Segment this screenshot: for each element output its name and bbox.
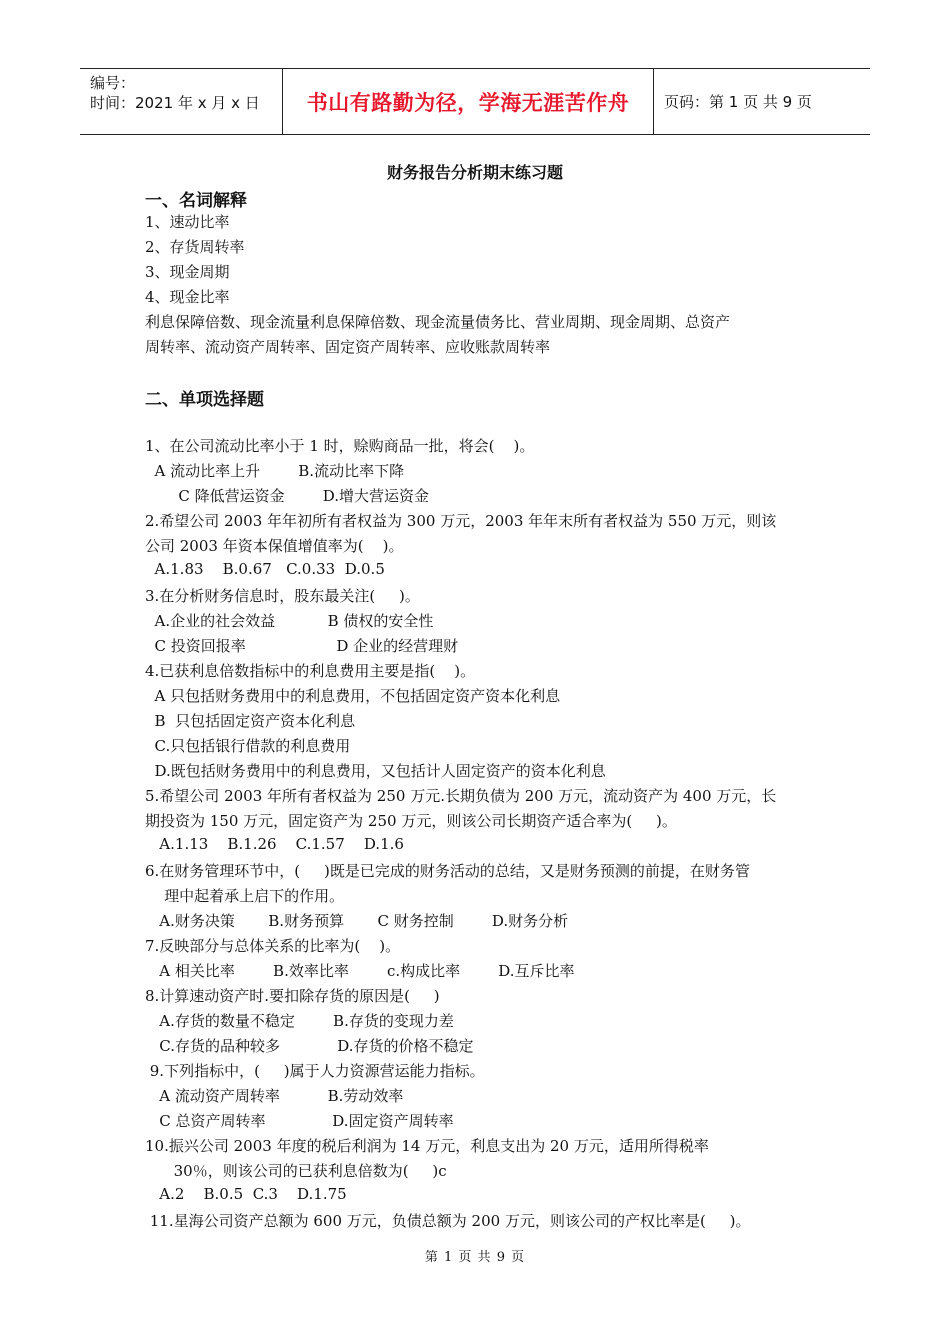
- question-line: C 降低营运资金 D.增大营运资金: [145, 487, 430, 505]
- question-line: A.1.13 B.1.26 C.1.57 D.1.6: [145, 835, 404, 853]
- question-line: 8.计算速动资产时.要扣除存货的原因是( ): [145, 987, 440, 1005]
- question-line: 6.在财务管理环节中，( )既是已完成的财务活动的总结，又是财务预测的前提，在财务管: [145, 862, 750, 880]
- question-line: D.既包括财务费用中的利息费用，又包括计人固定资产的资本化利息: [145, 762, 606, 780]
- question-line: A 相关比率 B.效率比率 c.构成比率 D.互斥比率: [145, 962, 575, 980]
- header-meta: [80, 69, 282, 134]
- question-line: A 只包括财务费用中的利息费用，不包括固定资产资本化利息: [145, 687, 561, 705]
- question-line: 1、在公司流动比率小于 1 时，赊购商品一批，将会( )。: [145, 437, 535, 455]
- question-line: 10.振兴公司 2003 年度的税后利润为 14 万元，利息支出为 20 万元，适用所得税率: [145, 1137, 709, 1155]
- question-line: A 流动资产周转率 B.劳动效率: [145, 1087, 404, 1105]
- section-heading-definitions: 一、名词解释: [145, 191, 247, 211]
- header-page-info: [654, 69, 870, 134]
- question-line: 9.下列指标中，( )属于人力资源营运能力指标。: [145, 1062, 485, 1080]
- question-line: A.企业的社会效益 B 债权的安全性: [145, 612, 434, 630]
- question-line: A.2 B.0.5 C.3 D.1.75: [145, 1185, 347, 1203]
- definition-item: 3、现金周期: [145, 263, 230, 281]
- question-line: C 总资产周转率 D.固定资产周转率: [145, 1112, 454, 1130]
- page-footer: 第 1 页 共 9 页: [424, 1250, 526, 1265]
- definition-item: 2、存货周转率: [145, 238, 245, 256]
- time-label: 时间：2021 年 x 月 x 日: [90, 94, 260, 112]
- question-line: A.1.83 B.0.67 C.0.33 D.0.5: [145, 560, 385, 578]
- header-table: [80, 68, 870, 135]
- question-line: C 投资回报率 D 企业的经营理财: [145, 637, 459, 655]
- question-line: A 流动比率上升 B.流动比率下降: [145, 462, 405, 480]
- definition-item: 4、现金比率: [145, 288, 230, 306]
- question-line: A.财务决策 B.财务预算 C 财务控制 D.财务分析: [145, 912, 569, 930]
- question-line: 2.希望公司 2003 年年初所有者权益为 300 万元，2003 年年末所有者权益为 550 万元，则该: [145, 512, 777, 530]
- question-line: 4.已获利息倍数指标中的利息费用主要是指( )。: [145, 662, 476, 680]
- terms-line: 周转率、流动资产周转率、固定资产周转率、应收账款周转率: [145, 338, 551, 356]
- question-line: 公司 2003 年资本保值增值率为( )。: [145, 537, 404, 555]
- question-line: 期投资为 150 万元，固定资产为 250 万元，则该公司长期资产适合率为( )。: [145, 812, 677, 830]
- question-line: 5.希望公司 2003 年所有者权益为 250 万元.长期负债为 200 万元，流动资产为 400 万元，长: [145, 787, 777, 805]
- question-line: B 只包括固定资产资本化利息: [145, 712, 356, 730]
- header-motto-cell: [282, 69, 654, 134]
- question-line: 3.在分析财务信息时，股东最关注( )。: [145, 587, 420, 605]
- page-info: 页码：第 1 页 共 9 页: [664, 93, 812, 111]
- question-line: 7.反映部分与总体关系的比率为( )。: [145, 937, 401, 955]
- terms-line: 利息保障倍数、现金流量利息保障倍数、现金流量债务比、营业周期、现金周期、总资产: [145, 313, 731, 331]
- document-title: 财务报告分析期末练习题: [386, 163, 563, 182]
- question-line: A.存货的数量不稳定 B.存货的变现力差: [145, 1012, 454, 1030]
- question-line: 理中起着承上启下的作用。: [145, 887, 345, 905]
- question-line: C.存货的品种较多 D.存货的价格不稳定: [145, 1037, 474, 1055]
- question-line: 30％，则该公司的已获利息倍数为( )c: [145, 1162, 447, 1180]
- definition-item: 1、速动比率: [145, 213, 230, 231]
- number-label: 编号：: [90, 74, 136, 92]
- section-heading-choice: 二、单项选择题: [145, 390, 264, 410]
- question-line: C.只包括银行借款的利息费用: [145, 737, 351, 755]
- motto: 书山有路勤为径，学海无涯苦作舟: [306, 90, 630, 115]
- question-line: 11.星海公司资产总额为 600 万元，负债总额为 200 万元，则该公司的产权比率是( )。: [145, 1212, 751, 1230]
